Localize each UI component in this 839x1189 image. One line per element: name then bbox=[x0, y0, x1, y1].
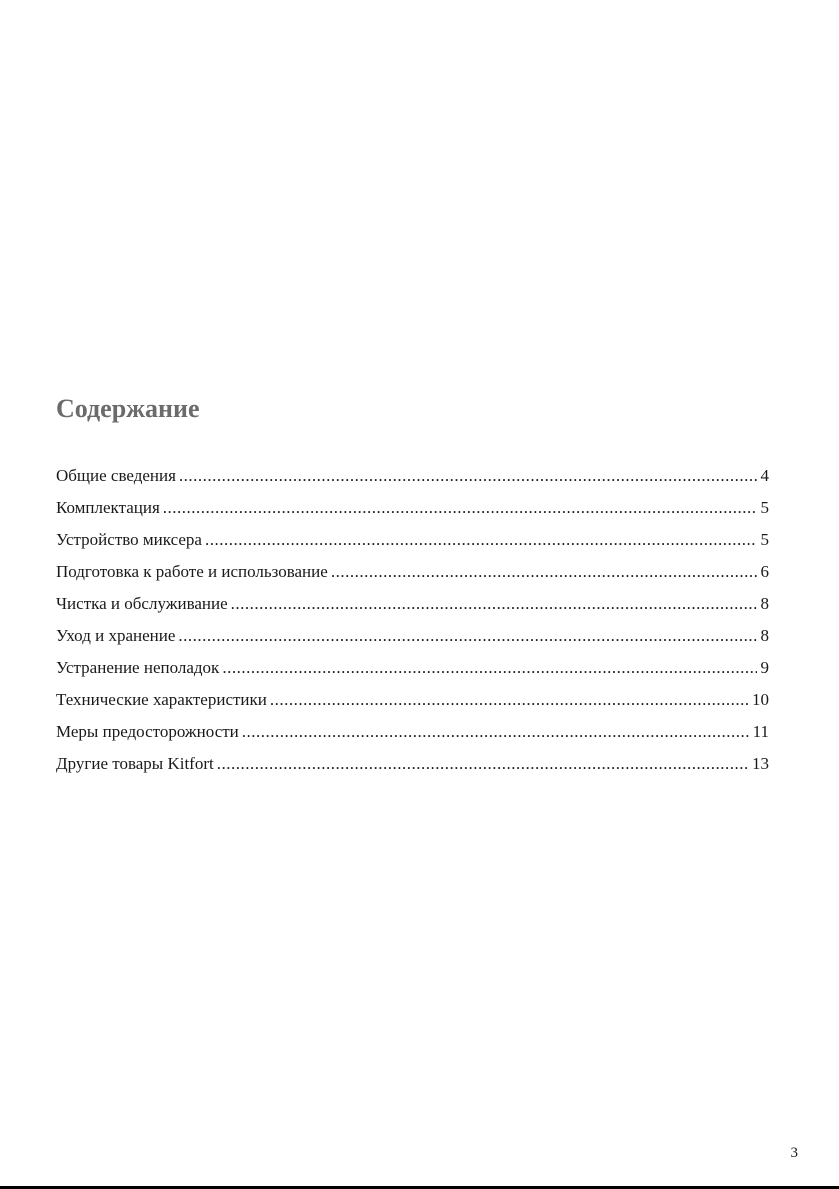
toc-item-label: Уход и хранение bbox=[56, 626, 176, 645]
toc-item-label: Устройство миксера bbox=[56, 530, 202, 549]
toc-item-page: 10 bbox=[752, 690, 769, 709]
toc-dot-leader bbox=[242, 718, 749, 746]
toc-title: Содержание bbox=[56, 394, 200, 423]
toc-item-page: 11 bbox=[752, 722, 769, 741]
toc-dot-leader bbox=[231, 590, 757, 618]
toc-list bbox=[56, 462, 769, 782]
toc-item-page: 8 bbox=[760, 626, 769, 645]
toc-dot-leader bbox=[222, 654, 756, 682]
toc-item-page: 6 bbox=[760, 562, 769, 581]
toc-item-page: 5 bbox=[760, 498, 769, 517]
toc-item-page: 5 bbox=[760, 530, 769, 549]
toc-item-page: 8 bbox=[760, 594, 769, 613]
toc-dot-leader bbox=[270, 686, 748, 714]
toc-dot-leader bbox=[205, 526, 757, 554]
toc-item-label: Общие сведения bbox=[56, 466, 176, 485]
toc-dot-leader bbox=[179, 462, 757, 490]
toc-item-other-products[interactable] bbox=[56, 750, 769, 782]
page-number: 3 bbox=[790, 1145, 798, 1161]
toc-item-page: 9 bbox=[760, 658, 769, 677]
toc-item-page: 13 bbox=[752, 754, 769, 773]
toc-item-specifications[interactable] bbox=[56, 686, 769, 718]
toc-item-troubleshooting[interactable] bbox=[56, 654, 769, 686]
toc-item-label: Технические характеристики bbox=[56, 690, 267, 709]
toc-dot-leader bbox=[163, 494, 757, 522]
toc-item-mixer-design[interactable] bbox=[56, 526, 769, 558]
toc-item-label: Чистка и обслуживание bbox=[56, 594, 228, 613]
toc-item-label: Подготовка к работе и использование bbox=[56, 562, 328, 581]
toc-item-cleaning-and-maintenance[interactable] bbox=[56, 590, 769, 622]
toc-item-general-info[interactable] bbox=[56, 462, 769, 494]
toc-item-label: Комплектация bbox=[56, 498, 160, 517]
toc-dot-leader bbox=[331, 558, 757, 586]
toc-item-page: 4 bbox=[760, 466, 769, 485]
toc-item-label: Другие товары Kitfort bbox=[56, 754, 214, 773]
toc-item-care-and-storage[interactable] bbox=[56, 622, 769, 654]
toc-item-label: Меры предосторожности bbox=[56, 722, 239, 741]
toc-item-safety-precautions[interactable] bbox=[56, 718, 769, 750]
toc-dot-leader bbox=[178, 622, 756, 650]
toc-dot-leader bbox=[217, 750, 748, 778]
toc-item-package-contents[interactable] bbox=[56, 494, 769, 526]
toc-item-preparation-and-use[interactable] bbox=[56, 558, 769, 590]
toc-item-label: Устранение неполадок bbox=[56, 658, 220, 677]
